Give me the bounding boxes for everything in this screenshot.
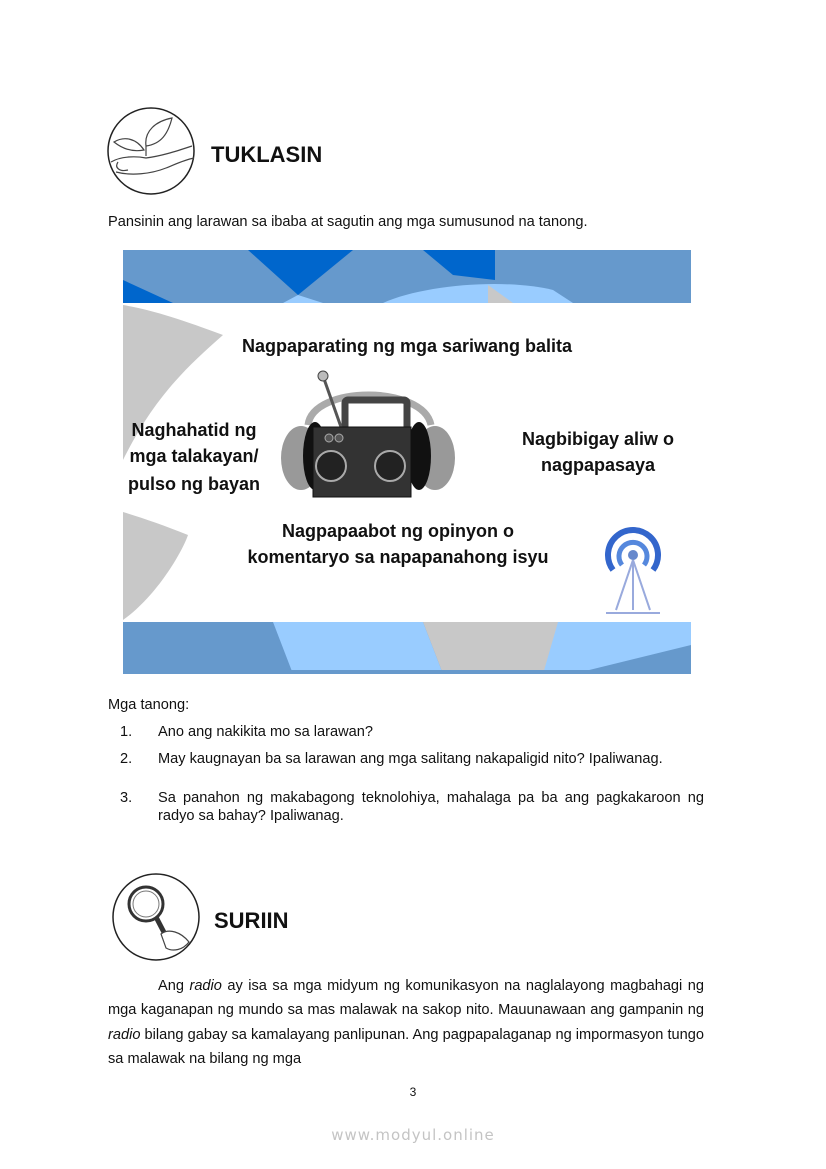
section-title-suriin: SURIIN [214, 908, 289, 933]
label-line: nagpapasaya [540, 455, 656, 475]
question-number: 1. [120, 724, 133, 740]
questions-heading: Mga tanong: [108, 697, 190, 713]
label-line: komentaryo sa napapanahong isyu [247, 547, 549, 567]
text: ay isa sa mga midyum ng komunikasyon na naglalayong magbahagi ng mga kaganapan ng mundo sa mas malawak na sakop nito. Mauunawaan ang gampanin ng [108, 978, 704, 1019]
text: bilang gabay sa kamalayang panlipunan. Ang pagpapalaganap ng impormasyon tungo sa malawak na bilang ng mga [108, 1026, 704, 1067]
label-news: Nagpaparating ng mga sariwang balita [241, 336, 573, 356]
text: Ang [158, 978, 190, 994]
text-italic: radio [108, 1026, 141, 1043]
question-item [120, 789, 704, 825]
label-line: Naghahatid ng [131, 420, 257, 440]
label-entertainment [498, 426, 691, 478]
radio-functions-figure [123, 250, 691, 674]
label-line: Nagpapaabot ng opinyon o [282, 521, 514, 541]
question-text: Ano ang nakikita mo sa larawan? [158, 724, 373, 740]
suriin-paragraph [108, 974, 704, 1071]
instruction-text: Pansinin ang larawan sa ibaba at sagutin ang mga sumusunod na tanong. [108, 214, 588, 230]
radio-with-headphones-icon [273, 370, 463, 505]
broadcast-tower-icon [598, 525, 668, 615]
magnifying-glass-icon [111, 872, 201, 967]
label-opinion [223, 518, 573, 570]
section-title-tuklasin: TUKLASIN [211, 142, 323, 167]
label-discussions [125, 417, 263, 497]
page-number: 3 [409, 1085, 417, 1099]
text-italic: radio [189, 978, 222, 994]
question-text: May kaugnayan ba sa larawan ang mga salitang nakapaligid nito? Ipaliwanag. [158, 751, 663, 767]
label-line: mga talakayan/ [129, 446, 259, 466]
label-line: pulso ng bayan [127, 474, 260, 494]
question-text: Sa panahon ng makabagong teknolohiya, mahalaga pa ba ang pagkakaroon ng radyo sa bahay? Ipaliwanag. [158, 790, 704, 824]
question-number: 2. [120, 751, 133, 767]
label-line: Nagbibigay aliw o [521, 429, 675, 449]
question-item [120, 750, 704, 768]
question-item [120, 723, 704, 741]
hand-with-seedling-icon [106, 106, 196, 201]
question-number: 3. [120, 790, 133, 806]
footer-watermark: www.modyul.online [331, 1126, 495, 1144]
